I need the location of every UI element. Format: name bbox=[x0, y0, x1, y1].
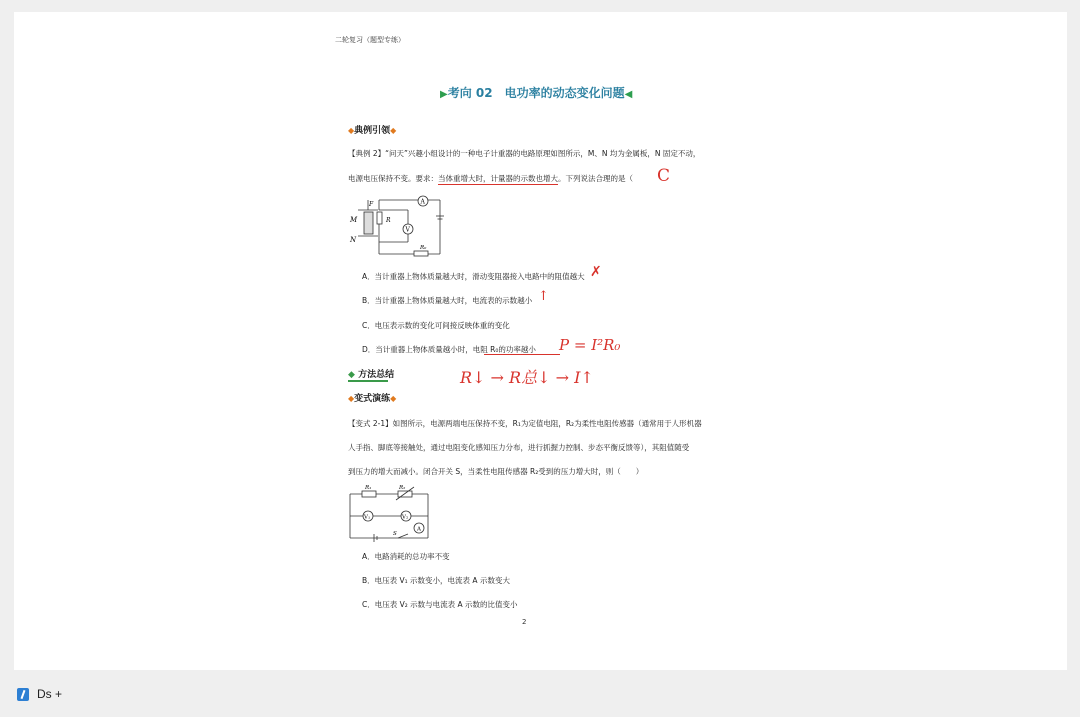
ammeter-label: A bbox=[417, 526, 421, 533]
document-page bbox=[14, 12, 1067, 670]
heading-typical-example: ◆典例引领◆ bbox=[348, 126, 397, 136]
heading-method-summary: ◆ 方法总结 bbox=[348, 370, 395, 380]
triangle-right-icon: ▶ bbox=[440, 89, 448, 100]
variant-option-a: A．电路消耗的总功率不变 bbox=[362, 552, 450, 561]
page-number: 2 bbox=[522, 618, 527, 626]
circuit-diagram-1 bbox=[348, 192, 458, 260]
ammeter-label: A bbox=[420, 198, 425, 206]
diamond-icon: ◆ bbox=[348, 394, 355, 403]
switch-label: S bbox=[393, 531, 397, 537]
diamond-icon: ◆ bbox=[390, 126, 397, 135]
app-label[interactable]: Ds + bbox=[37, 687, 63, 701]
variant-line-2: 人手指、脚底等接触处，通过电阻变化感知压力分布，进行抓握力控制、步态平衡反馈等），其阻值随受 bbox=[348, 443, 690, 452]
voltmeter-v2-label: V₂ bbox=[402, 514, 409, 521]
label-N: N bbox=[350, 236, 357, 244]
option-d: D．当计重器上物体质量越小时，电阻 R₀的功率越小 bbox=[362, 345, 536, 354]
triangle-left-icon: ◀ bbox=[624, 89, 633, 100]
bottom-bar bbox=[0, 672, 1080, 717]
variant-option-c: C．电压表 V₂ 示数与电流表 A 示数的比值变小 bbox=[362, 600, 518, 609]
section-title bbox=[440, 84, 632, 101]
heading-variant-practice: ◆变式演练◆ bbox=[348, 394, 397, 404]
section-title-text: 考向 02 电功率的动态变化问题 bbox=[447, 86, 625, 100]
handwritten-answer: C bbox=[657, 166, 671, 186]
diamond-icon: ◆ bbox=[348, 126, 355, 135]
heading-underline bbox=[348, 380, 388, 382]
handwritten-up-arrow: ↑ bbox=[538, 289, 549, 304]
handwritten-cross: ✗ bbox=[590, 264, 602, 280]
example-line-2: 电源电压保持不变。要求：当体重增大时，计量器的示数也增大。下列说法合理的是（ bbox=[348, 174, 633, 183]
underline-d bbox=[484, 354, 560, 355]
label-R0: R₀ bbox=[420, 245, 427, 251]
underlined-requirement: 当体重增大时，计量器的示数也增大 bbox=[438, 174, 558, 183]
label-M: M bbox=[350, 216, 358, 224]
handwritten-formula: P = I²R₀ bbox=[559, 336, 621, 354]
page-header: 二轮复习（题型专练） bbox=[335, 36, 405, 44]
label-F: F bbox=[369, 201, 374, 208]
voltmeter-v1-label: V₁ bbox=[364, 514, 371, 521]
label-R: R bbox=[386, 217, 391, 224]
option-c: C．电压表示数的变化可间接反映体重的变化 bbox=[362, 321, 510, 330]
option-a: A．当计重器上物体质量越大时，滑动变阻器接入电路中的阻值越大 bbox=[362, 272, 585, 281]
handwritten-chain: R↓ → R总↓ → I↑ bbox=[460, 368, 594, 387]
voltmeter-label: V bbox=[405, 226, 410, 234]
variant-line-1: 【变式 2-1】如图所示，电源两端电压保持不变，R₁为定值电阻，R₂为柔性电阻传感器（通常用于人形机器 bbox=[348, 419, 702, 428]
label-R1: R₁ bbox=[365, 485, 372, 491]
label-R2: R₂ bbox=[399, 485, 406, 491]
diamond-icon: ◆ bbox=[348, 370, 355, 380]
option-b: B．当计重器上物体质量越大时，电流表的示数越小 bbox=[362, 296, 533, 305]
diamond-icon: ◆ bbox=[390, 394, 397, 403]
circuit-diagram-2 bbox=[348, 482, 432, 542]
example-line-1: 【典例 2】“问天”兴趣小组设计的一种电子计重器的电路原理如图所示，M、N 均为金属板，N 固定不动， bbox=[348, 149, 701, 158]
variant-option-b: B．电压表 V₁ 示数变小，电流表 A 示数变大 bbox=[362, 576, 510, 585]
app-logo-icon[interactable] bbox=[17, 688, 29, 701]
variant-line-3: 到压力的增大而减小。闭合开关 S，当柔性电阻传感器 R₂受到的压力增大时，则（ ） bbox=[348, 467, 644, 476]
